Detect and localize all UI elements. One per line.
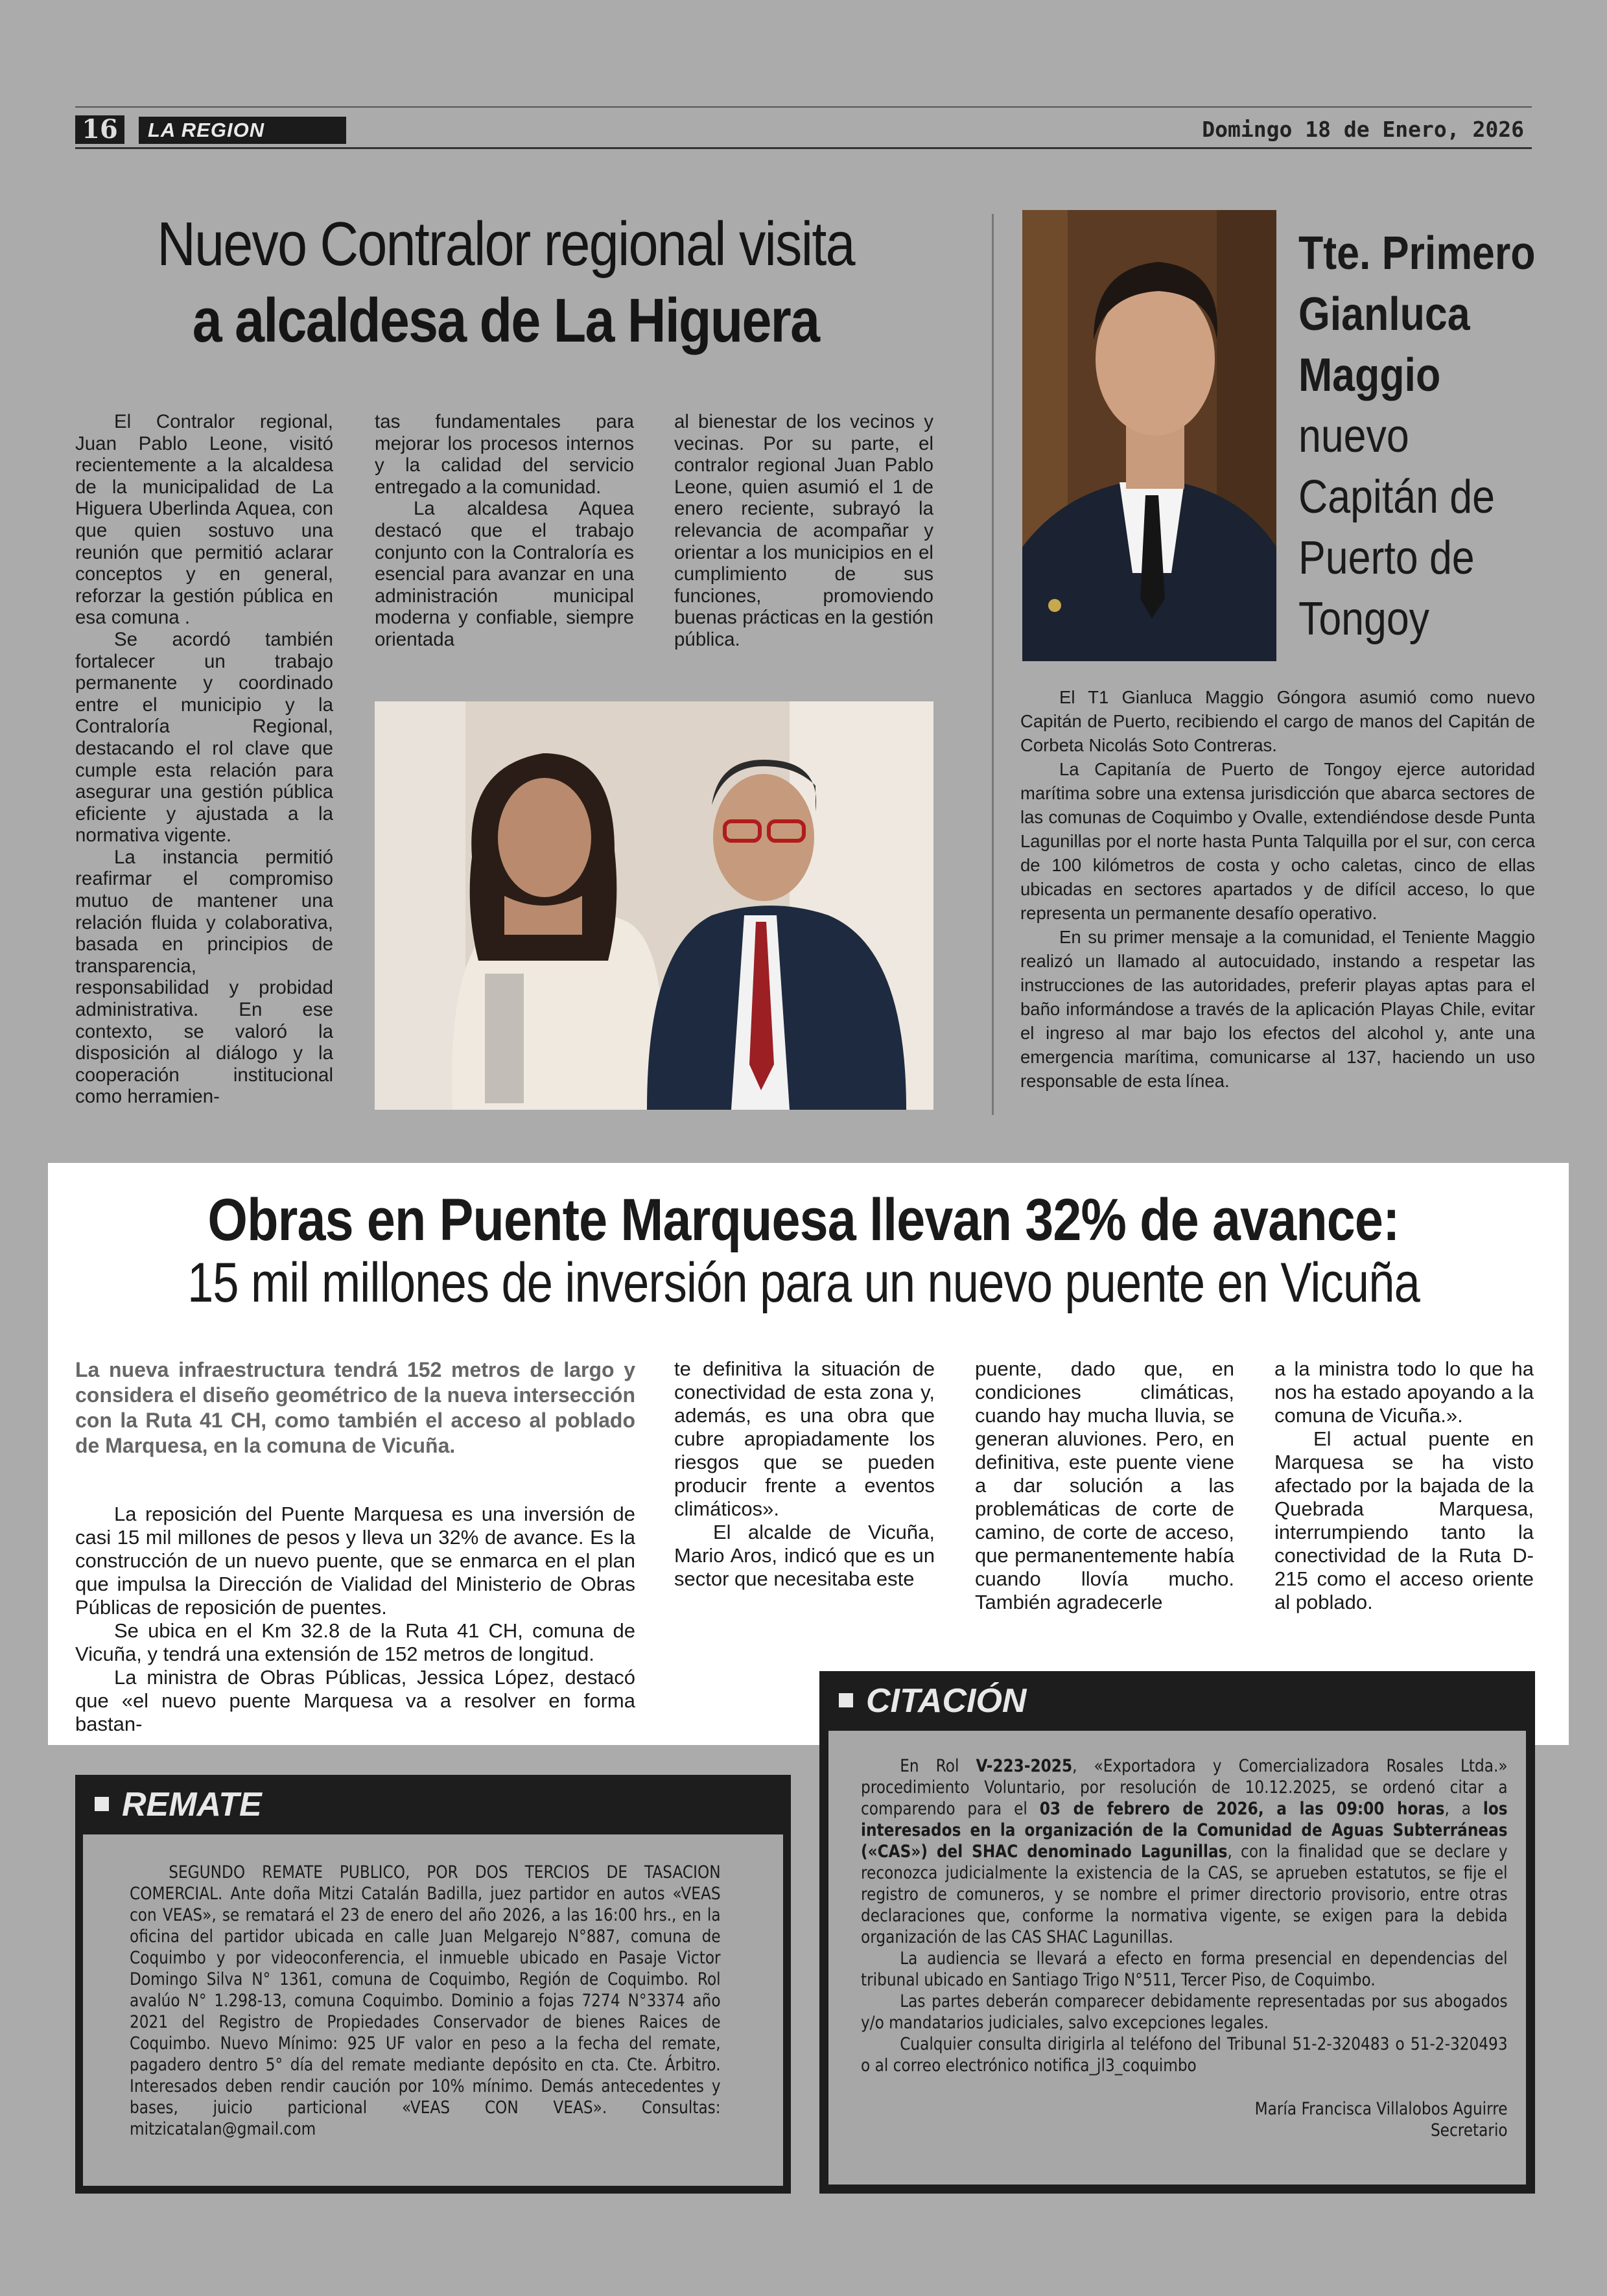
headline-line: Puerto de [1298, 532, 1475, 584]
text-run: En Rol [900, 1756, 976, 1776]
article3-subheadline: 15 mil millones de inversión para un nuevo puente en Vicuña [187, 1252, 1420, 1314]
citacion-text [861, 1755, 1508, 2141]
article2-headline [1298, 223, 1536, 650]
article1-headline-line1: Nuevo Contralor regional visita [157, 209, 854, 279]
remate-heading [75, 1775, 791, 1834]
headline-line: Gianluca [1298, 288, 1470, 340]
paragraph: La Capitanía de Puerto de Tongoy ejerce autoridad marítima sobre una extensa jurisdicción que abarca sectores de las comunas de Coquimbo y Ovalle, extendiéndose desde Punta Lagunillas por el norte hasta Punta Talquilla por el sur, con cerca de 100 kilómetros de costa y ocho caletas, cinco de ellas ubicadas en sectores apartados y de difícil acceso, lo que representa un permanente desafío operativo. [1020, 759, 1535, 923]
photo-capitan-maggio [1022, 210, 1276, 661]
photo-contralor-alcaldesa [375, 701, 933, 1110]
paragraph: al bienestar de los vecinos y vecinas. Por su parte, el contralor regional Juan Pablo Leone, quien asumió el 1 de enero reciente, subrayó la relevancia de acompañar y orientar a los municipios en el cumplimiento de sus funciones, promoviendo buenas prácticas en la gestión pública. [674, 411, 933, 650]
article1-photo [375, 701, 933, 1110]
remate-heading-text: REMATE [122, 1786, 262, 1823]
paragraph: En su primer mensaje a la comunidad, el Teniente Maggio realizó un llamado al autocuidado, instando a respetar las instrucciones de las autoridades, preferir playas aptas para el baño informándose a través de la aplicación Playas Chile, evitar el ingreso al mar bajo los efectos del alcohol y, ante una emergencia marítima, comunicarse al 137, haciendo un uso responsable de esta línea. [1020, 927, 1535, 1091]
article1-col2 [375, 411, 634, 651]
paragraph: El T1 Gianluca Maggio Góngora asumió como nuevo Capitán de Puerto, recibiendo el cargo de manos del Capitán de Corbeta Nicolás Soto Contreras. [1020, 687, 1535, 755]
paragraph: tas fundamentales para mejorar los procesos internos y la calidad del servicio entregado a la comunidad. [375, 411, 634, 498]
headline-line: nuevo [1298, 410, 1409, 462]
article3-col4 [1274, 1357, 1534, 1614]
article3-col3 [975, 1357, 1234, 1614]
column-separator [992, 214, 994, 1115]
article1-headline-line2: a alcaldesa de La Higuera [192, 286, 819, 355]
article1-col3 [674, 411, 933, 651]
paragraph: La reposición del Puente Marquesa es una inversión de casi 15 mil millones de pesos y lleva un 32% de avance. Es la construcción de un nuevo puente, que se enmarca en el plan que impulsa la Dirección de Vialidad del Ministerio de Obras Públicas de reposición de puentes. [75, 1503, 635, 1619]
paragraph: Se acordó también fortalecer un trabajo permanente y coordinado entre el municipio y la Contraloría Regional, destacando el rol clave que cumple esta relación para asegurar una gestión pública eficiente y ajustada a la normativa vigente. [75, 628, 333, 847]
text-run: , «Exportadora y Comercializadora Rosales Ltda.» procedimiento Voluntario, por resolución de 10.12.2025, se ordenó citar a comparendo para el [861, 1756, 1508, 1819]
paragraph: a la ministra todo lo que ha nos ha estado apoyando a la comuna de Vicuña.». [1274, 1357, 1534, 1427]
citacion-heading-text: CITACIÓN [866, 1682, 1027, 1720]
paragraph: SEGUNDO REMATE PUBLICO, POR DOS TERCIOS DE TASACION COMERCIAL. Ante doña Mitzi Catalán Badilla, juez partidor en autos «VEAS con VEAS», se rematará el 23 de enero del año 2026, a las 16:00 hrs., en la oficina del partidor ubicada en calle Juan Melgarejo N°887, comuna de Coquimbo y por videoconferencia, el inmueble ubicado en Pasaje Victor Domingo Silva N° 1361, comuna de Coquimbo, Región de Coquimbo. Rol avalúo N° 1.298-13, comuna Coquimbo. Dominio a fojas 7274 N°3374 año 2021 del Registro de Propiedades Conservador de bienes Raices de Coquimbo. Nuevo Mínimo: 925 UF valor en peso a la fecha del remate, pagadero dentro 5° día del remate mediante depósito en cta. Cte. Árbitro. Interesados deben rendir caución por 10% mínimo. Demás antecedentes y bases, juicio particional «VEAS CON VEAS». Consultas: mitzicatalan@gmail.com [130, 1862, 721, 2139]
page-header [75, 106, 1532, 149]
article3-lead: La nueva infraestructura tendrá 152 metros de largo y considera el diseño geométrico de la nueva intersección con la Ruta 41 CH, como también el acceso al poblado de Marquesa, en la comuna de Vicuña. [75, 1358, 635, 1457]
signature-name: María Francisca Villalobos Aguirre [1254, 2099, 1508, 2119]
headline-line: Tte. Primero [1298, 228, 1536, 279]
text-run: , con la finalidad que se declare y reconozca judicialmente la existencia de la CAS, se aprueben estatutos, se fije el registro de comuneros, y se nombre el primer directorio provisorio, entre otras declaraciones que, conforme la normativa vigente, se exigen para la debida organización de las CAS SHAC Lagunillas. [861, 1842, 1508, 1947]
paragraph: Se ubica en el Km 32.8 de la Ruta 41 CH, comuna de Vicuña, y tendrá una extensión de 152 metros de longitud. [75, 1619, 635, 1665]
case-rol: V-223-2025 [976, 1756, 1073, 1776]
paragraph: te definitiva la situación de conectividad de esta zona y, además, es una obra que cubre apropiadamente los riesgos que se pueden producir frente a eventos climáticos». [674, 1357, 935, 1520]
signature [861, 2098, 1508, 2141]
article2-body [1020, 685, 1535, 1093]
paragraph: La audiencia se llevará a efecto en forma presencial en dependencias del tribunal ubicado en Santiago Trigo N°511, Tercer Piso, de Coquimbo. [861, 1949, 1508, 1990]
paragraph: El Contralor regional, Juan Pablo Leone, visitó recientemente a la alcaldesa de la municipalidad de La Higuera Uberlinda Aquea, con que quien sostuvo una reunión que permitió aclarar conceptos y en general, reforzar la gestión pública en esa comuna . [75, 411, 333, 629]
headline-line: Tongoy [1298, 593, 1429, 645]
newspaper-name: LA REGION [139, 117, 346, 144]
article3-headline: Obras en Puente Marquesa llevan 32% de avance: [207, 1187, 1400, 1253]
headline-line: Maggio [1298, 349, 1441, 401]
page-number: 16 [75, 115, 124, 144]
paragraph [861, 1755, 1508, 1948]
headline-line: Capitán de [1298, 471, 1495, 523]
paragraph: Cualquier consulta dirigirla al teléfono del Tribunal 51-2-320483 o 51-2-320493 o al correo electrónico notifica_jl3_coquimbo [861, 2034, 1508, 2076]
paragraph: Las partes deberán comparecer debidamente representadas por sus abogados y/o mandatarios judiciales, salvo excepciones legales. [861, 1991, 1508, 2033]
paragraph: La instancia permitió reafirmar el compromiso mutuo de mantener una relación fluida y colaborativa, basada en principios de transparencia, responsabilidad y probidad administrativa. En ese contexto, se valoró la disposición al diálogo y la cooperación institucional como herramien- [75, 846, 333, 1108]
paragraph: La ministra de Obras Públicas, Jessica López, destacó que «el nuevo puente Marquesa va a resolver en forma bastan- [75, 1666, 635, 1735]
article3-col2 [674, 1357, 935, 1591]
issue-date: Domingo 18 de Enero, 2026 [1202, 117, 1524, 142]
paragraph: El actual puente en Marquesa se ha visto afectado por la bajada de la Quebrada Marquesa, interrumpiendo tanto la conectividad de la Ruta D-215 como el acceso oriente al poblado. [1274, 1427, 1534, 1613]
article2-photo [1022, 210, 1276, 661]
article1-headline [149, 206, 863, 359]
remate-text [130, 1862, 721, 2140]
signature-title: Secretario [1430, 2120, 1508, 2140]
paragraph: El alcalde de Vicuña, Mario Aros, indicó que es un sector que necesitaba este [674, 1521, 935, 1590]
article1-col1 [75, 411, 333, 1108]
cited-parties: los interesados en la organización de la Comunidad de Aguas Subterráneas («CAS») del SHAC denominado Lagunillas [861, 1799, 1508, 1862]
paragraph: La alcaldesa Aquea destacó que el trabajo conjunto con la Contraloría es esencial para avanzar en una administración municipal moderna y confiable, siempre orientada [375, 498, 634, 650]
square-bullet-icon [839, 1693, 853, 1707]
square-bullet-icon [95, 1797, 109, 1811]
text-run: , a [1444, 1799, 1483, 1819]
hearing-date: 03 de febrero de 2026, a las 09:00 horas [1039, 1799, 1445, 1819]
citacion-heading [819, 1671, 1535, 1731]
article3-col1 [75, 1503, 635, 1736]
paragraph: puente, dado que, en condiciones climáticas, cuando hay mucha lluvia, se generan aluviones. Pero, en definitiva, este puente viene a dar solución a las problemáticas de corte de camino, de corte de acceso, que permanentemente había cuando llovía mucho. También agradecerle [975, 1357, 1234, 1613]
